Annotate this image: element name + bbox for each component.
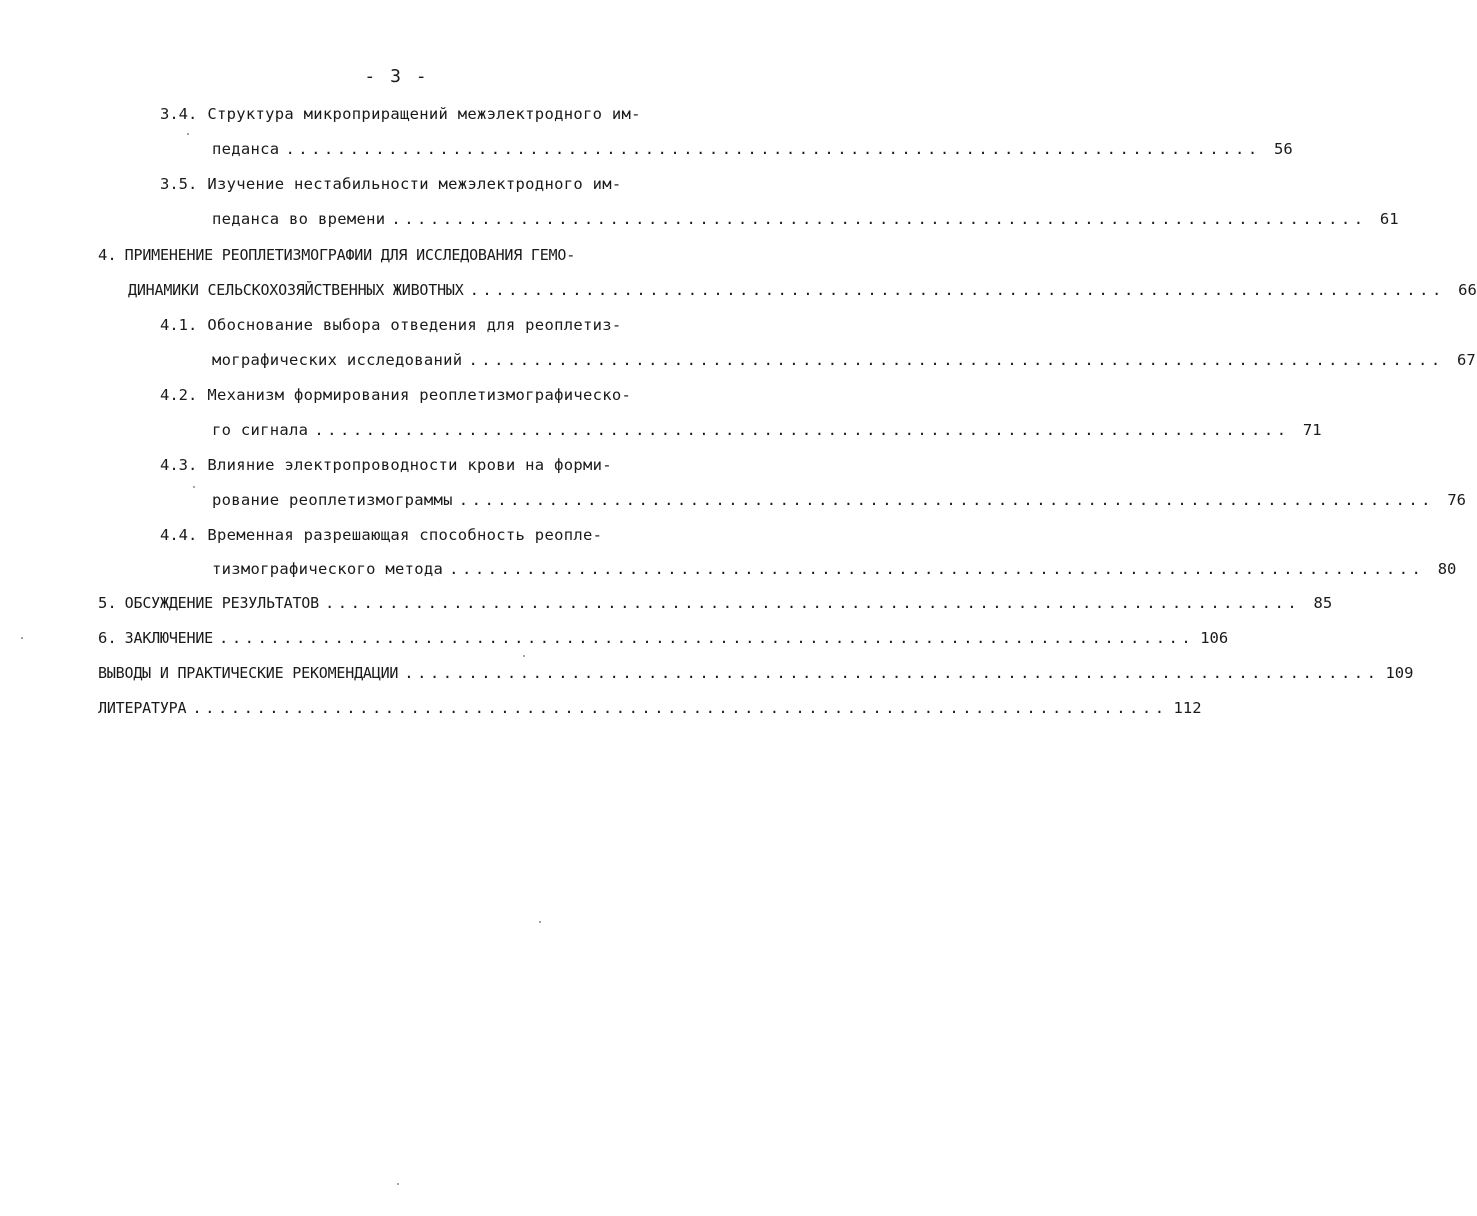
toc-entry-text: педанса во времени xyxy=(212,210,386,228)
toc-leader-dots: ............................................................................ xyxy=(468,351,1444,369)
scan-speck xyxy=(397,1183,399,1185)
toc-leader-dots: ............................................................................ xyxy=(391,210,1367,228)
scan-speck xyxy=(187,133,189,135)
toc-entry-text: Обоснование выбора отведения для реоплетиз- xyxy=(207,316,622,334)
toc-page-number: 80 xyxy=(1437,560,1457,578)
toc-leader-dots: ............................................................................ xyxy=(285,140,1261,158)
toc-entry-4-4-line-2 xyxy=(212,556,1457,582)
toc-entry-3-5-line-2 xyxy=(212,206,1399,232)
toc-entry-text: ДИНАМИКИ СЕЛЬСКОХОЗЯЙСТВЕННЫХ ЖИВОТНЫХ xyxy=(128,281,464,299)
toc-entry-3-5-line-1 xyxy=(160,171,622,197)
toc-entry-number: 3.5. xyxy=(160,175,198,193)
toc-entry-literature xyxy=(98,695,1202,721)
toc-entry-number: 4.4. xyxy=(160,526,198,544)
toc-entry-text: ПРИМЕНЕНИЕ РЕОПЛЕТИЗМОГРАФИИ ДЛЯ ИССЛЕДОВАНИЯ ГЕМО- xyxy=(124,246,576,264)
toc-entry-text: педанса xyxy=(212,140,280,158)
toc-leader-dots: ............................................................................ xyxy=(449,560,1425,578)
toc-page-number: 106 xyxy=(1200,629,1229,647)
toc-entry-4-3-line-1 xyxy=(160,452,612,478)
scan-speck xyxy=(21,637,23,639)
toc-entry-text: Изучение нестабильности межэлектродного им- xyxy=(207,175,622,193)
toc-entry-text: ОБСУЖДЕНИЕ РЕЗУЛЬТАТОВ xyxy=(124,594,319,612)
scan-speck xyxy=(539,921,541,923)
toc-entry-6 xyxy=(98,625,1229,651)
toc-entry-number: 6. xyxy=(98,629,117,647)
toc-entry-4-4-line-1 xyxy=(160,522,602,548)
toc-entry-text: Влияние электропроводности крови на форми- xyxy=(207,456,612,474)
toc-entry-number: 4. xyxy=(98,246,117,264)
toc-entry-4-1-line-2 xyxy=(212,347,1476,373)
toc-leader-dots: ............................................................................ xyxy=(192,699,1168,717)
toc-entry-text: тизмографического метода xyxy=(212,560,444,578)
toc-page-number: 85 xyxy=(1313,594,1333,612)
toc-entry-text: го сигнала xyxy=(212,421,309,439)
toc-page-number: 56 xyxy=(1273,140,1293,158)
toc-entry-3-4-line-1 xyxy=(160,101,641,127)
toc-leader-dots: ............................................................................ xyxy=(469,281,1445,299)
toc-leader-dots: ............................................................................ xyxy=(404,664,1380,682)
toc-entry-text: Структура микроприращений межэлектродного им- xyxy=(207,105,641,123)
page-number: - 3 - xyxy=(364,66,429,87)
toc-entry-4-2-line-2 xyxy=(212,417,1322,443)
toc-leader-dots: ............................................................................ xyxy=(324,594,1301,612)
scan-speck xyxy=(193,486,195,488)
toc-entry-4-line-1 xyxy=(98,242,575,268)
toc-leader-dots: ............................................................................ xyxy=(218,629,1195,647)
toc-entry-text: ВЫВОДЫ И ПРАКТИЧЕСКИЕ РЕКОМЕНДАЦИИ xyxy=(98,664,399,682)
toc-page-number: 109 xyxy=(1385,664,1414,682)
toc-leader-dots: ............................................................................ xyxy=(458,491,1435,509)
toc-page-number: 76 xyxy=(1447,491,1467,509)
toc-entry-text: мографических исследований xyxy=(212,351,463,369)
toc-entry-4-line-2 xyxy=(128,277,1477,303)
toc-page-number: 71 xyxy=(1302,421,1322,439)
scan-speck xyxy=(523,655,525,657)
toc-entry-text: ЛИТЕРАТУРА xyxy=(98,699,187,717)
toc-page-number: 61 xyxy=(1379,210,1399,228)
toc-page-number: 112 xyxy=(1173,699,1202,717)
toc-entry-4-3-line-2 xyxy=(212,487,1467,513)
toc-page-number: 67 xyxy=(1456,351,1476,369)
toc-entry-4-2-line-1 xyxy=(160,382,631,408)
toc-entry-text: рование реоплетизмограммы xyxy=(212,491,453,509)
toc-entry-3-4-line-2 xyxy=(212,136,1293,162)
toc-entry-4-1-line-1 xyxy=(160,312,622,338)
toc-entry-number: 4.3. xyxy=(160,456,198,474)
toc-page-number: 66 xyxy=(1458,281,1477,299)
toc-entry-text: Временная разрешающая способность реопле- xyxy=(207,526,603,544)
toc-entry-number: 5. xyxy=(98,594,117,612)
toc-entry-conclusions xyxy=(98,660,1414,686)
toc-entry-5 xyxy=(98,590,1333,616)
toc-entry-text: ЗАКЛЮЧЕНИЕ xyxy=(124,629,213,647)
toc-entry-number: 4.1. xyxy=(160,316,198,334)
toc-entry-number: 3.4. xyxy=(160,105,198,123)
toc-entry-number: 4.2. xyxy=(160,386,198,404)
toc-entry-text: Механизм формирования реоплетизмографическо- xyxy=(207,386,632,404)
toc-leader-dots: ............................................................................ xyxy=(314,421,1290,439)
